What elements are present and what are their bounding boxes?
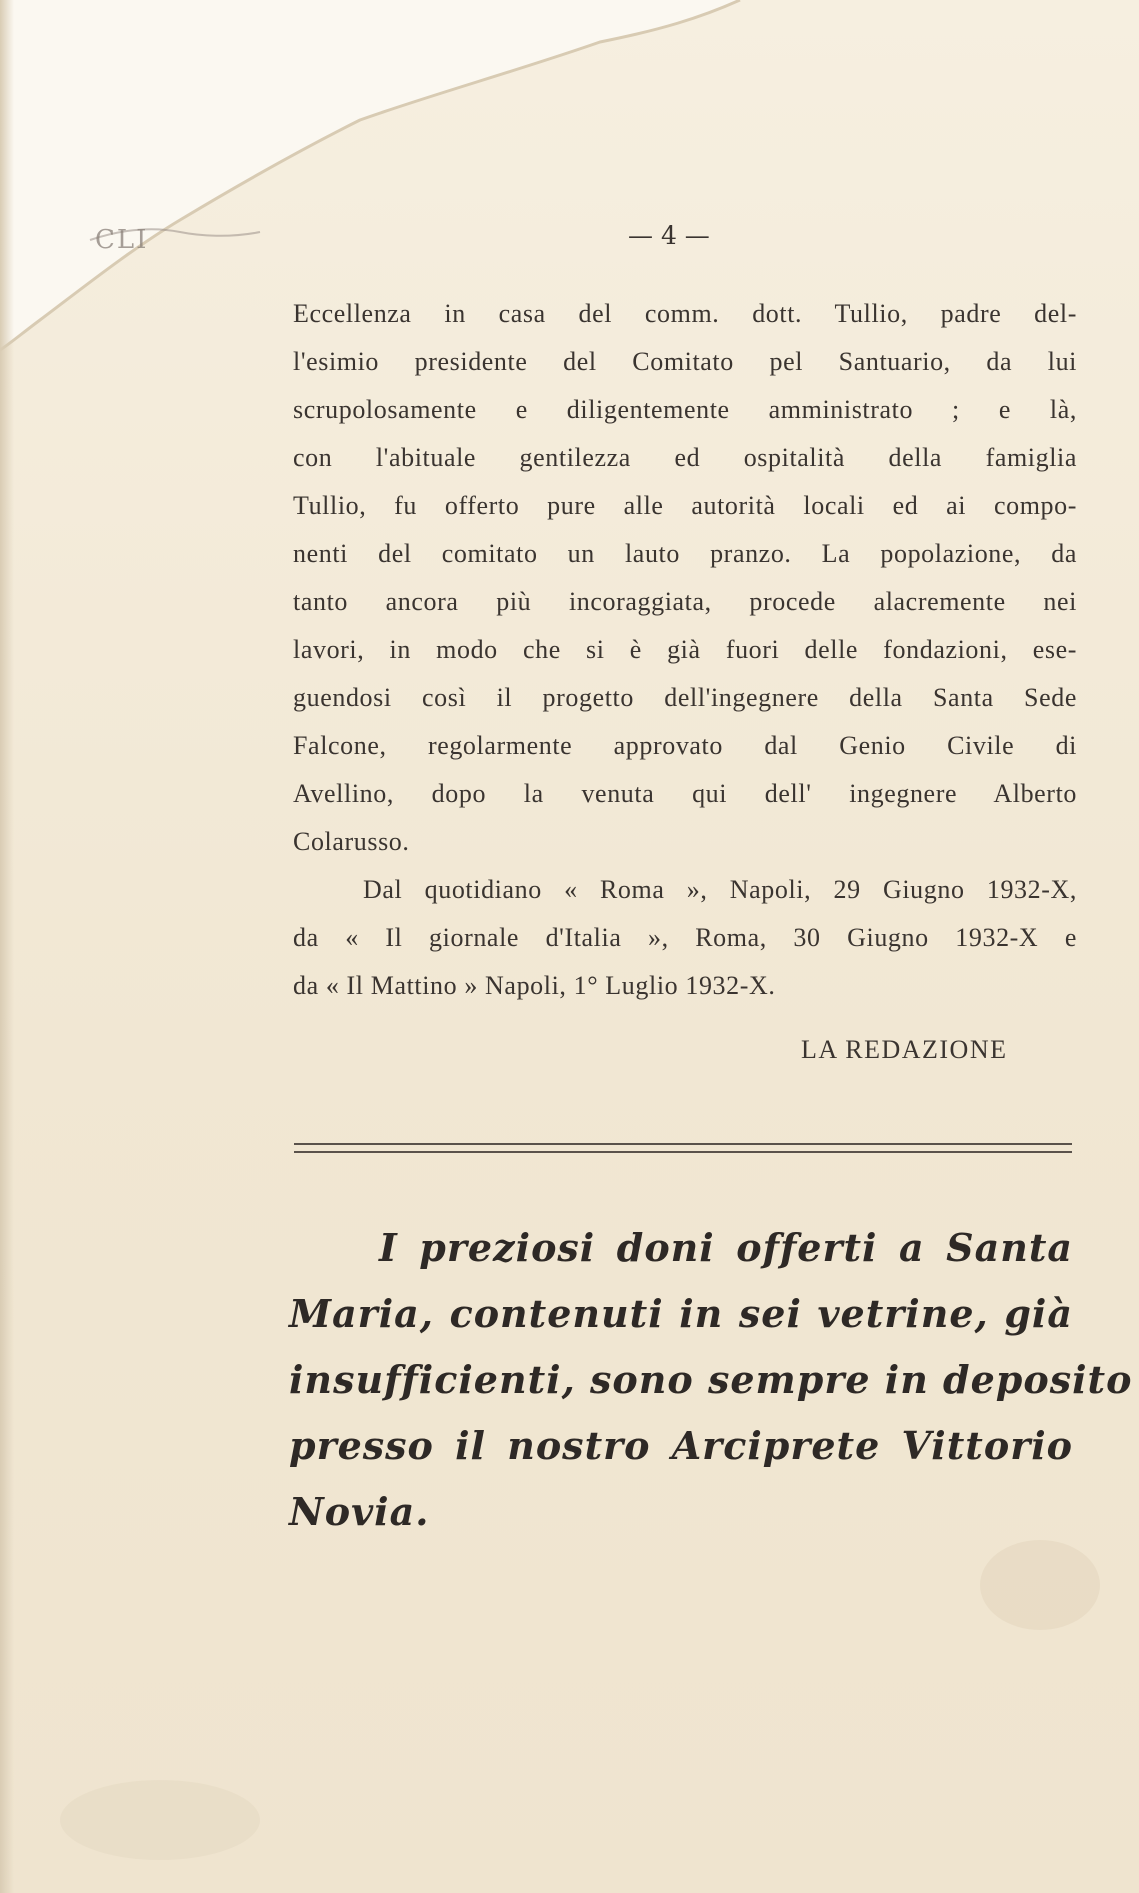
paper-stain: [980, 1540, 1100, 1630]
article-body: [293, 290, 1077, 1010]
paper-stain: [60, 1780, 260, 1860]
text-line: Eccellenza in casa del comm. dott. Tullio, padre del-: [293, 299, 1077, 328]
text-line: l'esimio presidente del Comitato pel Santuario, da lui: [293, 347, 1077, 376]
running-header-fragment: CLI: [95, 225, 149, 255]
text-line: Falcone, regolarmente approvato dal Genio Civile di: [293, 731, 1077, 760]
notice-block: [289, 1215, 1133, 1545]
notice-line: presso il nostro Arciprete Vittorio: [289, 1423, 1073, 1468]
source-line: Dal quotidiano « Roma », Napoli, 29 Giugno 1932-X,: [363, 875, 1077, 904]
text-line: scrupolosamente e diligentemente amministrato ; e là,: [293, 395, 1077, 424]
notice-line: insufficienti, sono sempre in deposito: [289, 1357, 1133, 1402]
text-line: Avellino, dopo la venuta qui dell' ingegnere Alberto: [293, 779, 1077, 808]
text-line: Colarusso.: [293, 827, 410, 856]
double-rule-divider: [294, 1143, 1072, 1153]
signature: LA REDAZIONE: [801, 1035, 1008, 1064]
notice-line: Novia.: [289, 1489, 430, 1534]
text-line: Tullio, fu offerto pure alle autorità locali ed ai compo-: [293, 491, 1077, 520]
text-line: nenti del comitato un lauto pranzo. La popolazione, da: [293, 539, 1077, 568]
page-left-edge: [0, 0, 14, 1893]
notice-line: I preziosi doni offerti a Santa: [379, 1225, 1073, 1270]
text-line: tanto ancora più incoraggiata, procede alacremente nei: [293, 587, 1077, 616]
text-line: guendosi così il progetto dell'ingegnere della Santa Sede: [293, 683, 1077, 712]
notice-line: Maria, contenuti in sei vetrine, già: [289, 1291, 1073, 1336]
text-line: con l'abituale gentilezza ed ospitalità della famiglia: [293, 443, 1077, 472]
text-line: lavori, in modo che si è già fuori delle fondazioni, ese-: [293, 635, 1077, 664]
page-number: — 4 —: [628, 221, 710, 250]
source-line: da « Il giornale d'Italia », Roma, 30 Giugno 1932-X e: [293, 923, 1077, 952]
source-line: da « Il Mattino » Napoli, 1° Luglio 1932-X.: [293, 971, 776, 1000]
